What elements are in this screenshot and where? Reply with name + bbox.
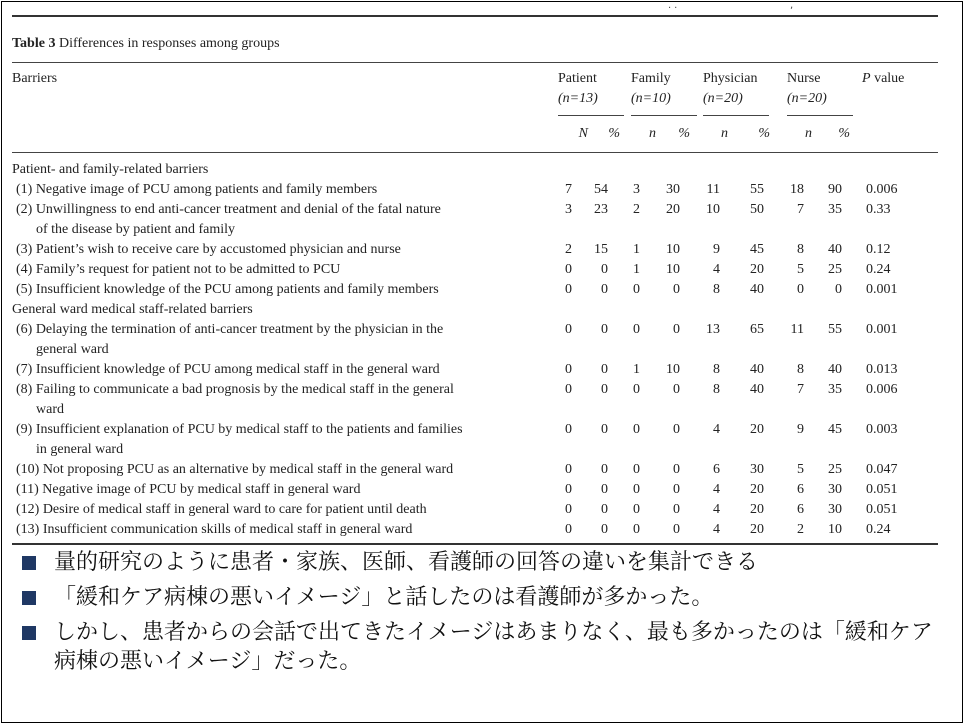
table-cell: 4 bbox=[713, 482, 720, 497]
table-cell: 0 bbox=[601, 322, 608, 337]
table-cell: 6 bbox=[797, 502, 804, 517]
table-cell: 0 bbox=[565, 462, 572, 477]
table-cell: 0 bbox=[633, 322, 640, 337]
p-value-cell: 0.33 bbox=[866, 202, 891, 217]
table-cell: 5 bbox=[797, 462, 804, 477]
table-cell: 0 bbox=[565, 282, 572, 297]
row-label: (1) Negative image of PCU among patients and family members bbox=[16, 182, 378, 197]
column-subheader-percent: % bbox=[608, 126, 620, 141]
table-cell: 9 bbox=[797, 422, 804, 437]
column-header-n: (n=10) bbox=[631, 91, 671, 106]
row-label: (12) Desire of medical staff in general ward to care for patient until death bbox=[16, 502, 427, 517]
table-cell: 4 bbox=[713, 262, 720, 277]
group-underline bbox=[631, 115, 697, 116]
table-cell: 0 bbox=[601, 362, 608, 377]
table-cell: 20 bbox=[750, 522, 764, 537]
section-heading: General ward medical staff-related barriers bbox=[12, 302, 253, 317]
table-cell: 25 bbox=[828, 262, 842, 277]
row-label: (7) Insufficient knowledge of PCU among medical staff in the general ward bbox=[16, 362, 440, 377]
table-cell: 20 bbox=[750, 502, 764, 517]
row-label: ward bbox=[36, 402, 64, 417]
row-label: (13) Insufficient communication skills of medical staff in general ward bbox=[16, 522, 413, 537]
p-value-cell: 0.12 bbox=[866, 242, 891, 257]
table-cell: 6 bbox=[713, 462, 720, 477]
table-cell: 9 bbox=[713, 242, 720, 257]
table-cell: 11 bbox=[706, 182, 720, 197]
table-number: Table 3 bbox=[12, 36, 56, 51]
section-heading: Patient- and family-related barriers bbox=[12, 162, 209, 177]
column-subheader-n: n bbox=[649, 126, 656, 141]
table-cell: 55 bbox=[828, 322, 842, 337]
p-value-cell: 0.24 bbox=[866, 262, 891, 277]
table-cell: 0 bbox=[633, 462, 640, 477]
column-subheader-n: n bbox=[721, 126, 728, 141]
table-cell: 20 bbox=[750, 262, 764, 277]
column-header-barriers: Barriers bbox=[12, 71, 58, 86]
bullet-list bbox=[22, 548, 954, 682]
table-cell: 2 bbox=[633, 202, 640, 217]
table-cell: 5 bbox=[797, 262, 804, 277]
column-header-n: (n=20) bbox=[787, 91, 827, 106]
column-header-group: Patient bbox=[558, 71, 597, 86]
table-cell: 10 bbox=[666, 262, 680, 277]
column-subheader-n: n bbox=[805, 126, 812, 141]
table-cell: 7 bbox=[565, 182, 572, 197]
table-cell: 0 bbox=[601, 502, 608, 517]
table-title bbox=[12, 36, 280, 52]
table-cell: 2 bbox=[565, 242, 572, 257]
table-cell: 0 bbox=[601, 282, 608, 297]
table-cell: 10 bbox=[706, 202, 720, 217]
column-header-pvalue: P value bbox=[862, 71, 905, 86]
bullet-item bbox=[22, 583, 954, 612]
table-cell: 30 bbox=[666, 182, 680, 197]
row-label: general ward bbox=[36, 342, 109, 357]
table-cell: 0 bbox=[673, 522, 680, 537]
table-cell: 8 bbox=[797, 242, 804, 257]
row-label: (3) Patient’s wish to receive care by accustomed physician and nurse bbox=[16, 242, 401, 257]
table-cell: 25 bbox=[828, 462, 842, 477]
top-mark-right: , bbox=[790, 0, 797, 11]
table-cell: 0 bbox=[565, 262, 572, 277]
bullet-text: 量的研究のように患者・家族、医師、看護師の回答の違いを集計できる bbox=[54, 550, 759, 575]
p-value-cell: 0.013 bbox=[866, 362, 898, 377]
table-cell: 1 bbox=[633, 242, 640, 257]
table-cell: 0 bbox=[601, 482, 608, 497]
table-cell: 0 bbox=[565, 382, 572, 397]
row-label: in general ward bbox=[36, 442, 124, 457]
table-cell: 0 bbox=[601, 422, 608, 437]
table-cell: 0 bbox=[565, 362, 572, 377]
table-cell: 10 bbox=[666, 362, 680, 377]
table-cell: 0 bbox=[633, 382, 640, 397]
table-cell: 15 bbox=[594, 242, 608, 257]
table-top-rule bbox=[12, 15, 938, 17]
table-cell: 8 bbox=[713, 382, 720, 397]
table-cell: 0 bbox=[565, 522, 572, 537]
column-header-group: Physician bbox=[703, 71, 758, 86]
table-bottom-rule bbox=[12, 543, 938, 545]
table-cell: 8 bbox=[797, 362, 804, 377]
table-cell: 54 bbox=[594, 182, 608, 197]
table-cell: 0 bbox=[633, 422, 640, 437]
table-cell: 55 bbox=[750, 182, 764, 197]
p-value-cell: 0.24 bbox=[866, 522, 891, 537]
table-cell: 0 bbox=[601, 462, 608, 477]
table-cell: 0 bbox=[601, 382, 608, 397]
table-cell: 7 bbox=[797, 202, 804, 217]
table-cell: 35 bbox=[828, 382, 842, 397]
table-cell: 40 bbox=[750, 362, 764, 377]
row-label: (8) Failing to communicate a bad prognosis by the medical staff in the general bbox=[16, 382, 454, 397]
row-label: (10) Not proposing PCU as an alternative by medical staff in the general ward bbox=[16, 462, 454, 477]
table-cell: 4 bbox=[713, 422, 720, 437]
row-label: (6) Delaying the termination of anti-cancer treatment by the physician in the bbox=[16, 322, 444, 337]
p-value-cell: 0.001 bbox=[866, 322, 898, 337]
table-caption: Differences in responses among groups bbox=[58, 36, 280, 51]
bullet-item bbox=[22, 618, 934, 676]
table-cell: 40 bbox=[828, 242, 842, 257]
table-cell: 2 bbox=[797, 522, 804, 537]
table-cell: 90 bbox=[828, 182, 842, 197]
table-cell: 20 bbox=[750, 422, 764, 437]
row-label: (9) Insufficient explanation of PCU by medical staff to the patients and families bbox=[16, 422, 463, 437]
table-cell: 0 bbox=[797, 282, 804, 297]
table-cell: 0 bbox=[601, 262, 608, 277]
table-cell: 0 bbox=[633, 482, 640, 497]
table-cell: 0 bbox=[565, 502, 572, 517]
column-header-n: (n=13) bbox=[558, 91, 598, 106]
table-cell: 65 bbox=[750, 322, 764, 337]
column-subheader-n: N bbox=[578, 126, 588, 141]
table-cell: 10 bbox=[828, 522, 842, 537]
table-cell: 13 bbox=[706, 322, 720, 337]
p-value-cell: 0.006 bbox=[866, 382, 898, 397]
table-cell: 40 bbox=[750, 282, 764, 297]
group-underline bbox=[787, 115, 853, 116]
p-value-cell: 0.001 bbox=[866, 282, 898, 297]
table-cell: 30 bbox=[828, 482, 842, 497]
table-cell: 4 bbox=[713, 522, 720, 537]
p-value-cell: 0.047 bbox=[866, 462, 898, 477]
p-value-cell: 0.051 bbox=[866, 482, 898, 497]
table-cell: 0 bbox=[633, 502, 640, 517]
p-value-cell: 0.051 bbox=[866, 502, 898, 517]
table-cell: 3 bbox=[633, 182, 640, 197]
table-cell: 30 bbox=[750, 462, 764, 477]
table-cell: 0 bbox=[673, 322, 680, 337]
bullet-item bbox=[22, 548, 954, 577]
table-cell: 3 bbox=[565, 202, 572, 217]
top-mark-left: .. bbox=[668, 0, 681, 11]
column-header-group: Family bbox=[631, 71, 671, 86]
table-cell: 45 bbox=[828, 422, 842, 437]
column-subheader-percent: % bbox=[758, 126, 770, 141]
table-cell: 30 bbox=[828, 502, 842, 517]
table-cell: 0 bbox=[565, 482, 572, 497]
table-cell: 0 bbox=[565, 322, 572, 337]
table-cell: 1 bbox=[633, 262, 640, 277]
table-cell: 0 bbox=[633, 522, 640, 537]
p-value-cell: 0.003 bbox=[866, 422, 898, 437]
column-header-n: (n=20) bbox=[703, 91, 743, 106]
table-cell: 0 bbox=[601, 522, 608, 537]
table-cell: 0 bbox=[835, 282, 842, 297]
table-cell: 0 bbox=[673, 502, 680, 517]
table-cell: 0 bbox=[673, 382, 680, 397]
row-label: (5) Insufficient knowledge of the PCU among patients and family members bbox=[16, 282, 439, 297]
p-value-cell: 0.006 bbox=[866, 182, 898, 197]
table-cell: 0 bbox=[673, 482, 680, 497]
group-underline bbox=[703, 115, 769, 116]
table-cell: 20 bbox=[666, 202, 680, 217]
table-cell: 0 bbox=[565, 422, 572, 437]
table-cell: 50 bbox=[750, 202, 764, 217]
table-cell: 40 bbox=[750, 382, 764, 397]
table-cell: 1 bbox=[633, 362, 640, 377]
square-bullet-icon bbox=[22, 556, 36, 570]
table-cell: 45 bbox=[750, 242, 764, 257]
table-cell: 0 bbox=[673, 462, 680, 477]
group-underline bbox=[558, 115, 624, 116]
table-cell: 40 bbox=[828, 362, 842, 377]
bullet-text: しかし、患者からの会話で出てきたイメージはあまりなく、最も多かったのは「緩和ケア病棟の悪いイメージ」だった。 bbox=[54, 620, 933, 674]
row-label: (2) Unwillingness to end anti-cancer treatment and denial of the fatal nature bbox=[16, 202, 441, 217]
table-cell: 11 bbox=[790, 322, 804, 337]
table-cell: 0 bbox=[673, 422, 680, 437]
row-label: (11) Negative image of PCU by medical staff in general ward bbox=[16, 482, 361, 497]
row-label: of the disease by patient and family bbox=[36, 222, 236, 237]
table-cell: 7 bbox=[797, 382, 804, 397]
table-cell: 8 bbox=[713, 362, 720, 377]
column-subheader-percent: % bbox=[678, 126, 690, 141]
square-bullet-icon bbox=[22, 591, 36, 605]
table-cell: 10 bbox=[666, 242, 680, 257]
table-cell: 0 bbox=[633, 282, 640, 297]
header-top-rule bbox=[12, 62, 938, 63]
table-cell: 20 bbox=[750, 482, 764, 497]
table-cell: 0 bbox=[673, 282, 680, 297]
table-cell: 4 bbox=[713, 502, 720, 517]
table-cell: 6 bbox=[797, 482, 804, 497]
table-cell: 18 bbox=[790, 182, 804, 197]
header-bottom-rule bbox=[12, 152, 938, 153]
column-header-group: Nurse bbox=[787, 71, 821, 86]
square-bullet-icon bbox=[22, 626, 36, 640]
table-cell: 35 bbox=[828, 202, 842, 217]
row-label: (4) Family’s request for patient not to be admitted to PCU bbox=[16, 262, 341, 277]
table-cell: 8 bbox=[713, 282, 720, 297]
column-subheader-percent: % bbox=[838, 126, 850, 141]
table-cell: 23 bbox=[594, 202, 608, 217]
bullet-text: 「緩和ケア病棟の悪いイメージ」と話したのは看護師が多かった。 bbox=[54, 585, 714, 610]
